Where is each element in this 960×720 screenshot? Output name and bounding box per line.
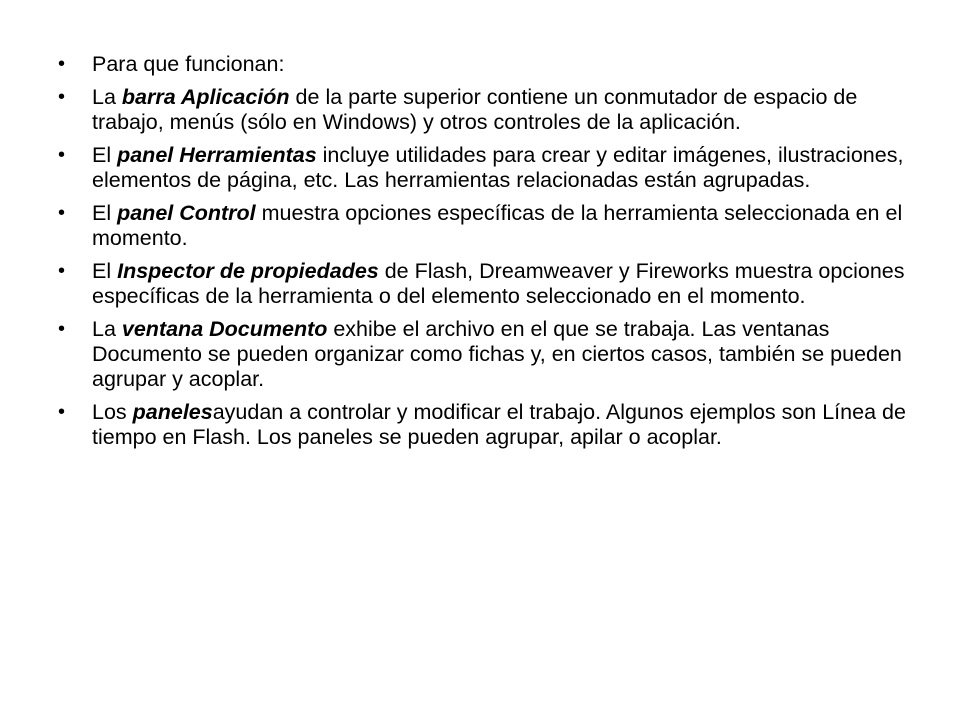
text-run: Los (92, 400, 133, 424)
bullet-dot-icon: • (58, 260, 66, 282)
text-run: La (92, 317, 122, 341)
text-run: Para que funcionan: (92, 52, 285, 76)
text-run: La (92, 85, 122, 109)
bullet-text (92, 317, 902, 391)
text-run: ayudan a controlar y modificar el trabajo. Algunos ejemplos son Línea de tiempo en Flash. Los paneles se pueden agrupar, apilar o acoplar. (92, 400, 906, 449)
bullet-text (92, 201, 902, 250)
bullet-dot-icon: • (58, 86, 66, 108)
bullet-text (92, 259, 905, 308)
emphasis-term: ventana Documento (121, 317, 328, 341)
bullet-dot-icon: • (58, 144, 66, 166)
bullet-dot-icon: • (58, 401, 66, 423)
emphasis-term: paneles (132, 400, 213, 424)
text-run: de Flash, Dreamweaver y Fireworks muestra opciones específicas de la herramienta o del elemento seleccionado en el momento. (92, 259, 905, 308)
text-run: exhibe el archivo en el que se trabaja. Las ventanas Documento se pueden organizar como fichas y, en ciertos casos, también se pueden agrupar y acoplar. (92, 317, 902, 391)
text-run: muestra opciones específicas de la herramienta seleccionada en el momento. (92, 201, 903, 250)
text-run: de la parte superior contiene un conmutador de espacio de trabajo, menús (sólo en Windows) y otros controles de la aplicación. (92, 85, 858, 134)
text-run: El (92, 143, 118, 167)
bullet-item (58, 52, 918, 77)
bullet-item (58, 400, 918, 450)
emphasis-term: barra Aplicación (121, 85, 290, 109)
text-run: El (92, 259, 118, 283)
bullet-item (58, 317, 918, 392)
bullet-item (58, 259, 918, 309)
bullet-dot-icon: • (58, 202, 66, 224)
emphasis-term: Inspector de propiedades (117, 259, 379, 283)
bullet-item (58, 85, 918, 135)
bullet-item (58, 143, 918, 193)
emphasis-term: panel Control (117, 201, 256, 225)
bullet-text (92, 85, 857, 134)
bullet-text (92, 400, 906, 449)
bullet-item (58, 201, 918, 251)
emphasis-term: panel Herramientas (117, 143, 317, 167)
bullet-text (92, 52, 284, 76)
text-run: El (92, 201, 118, 225)
bullet-dot-icon: • (58, 53, 66, 75)
text-run: incluye utilidades para crear y editar imágenes, ilustraciones, elementos de página, etc. Las herramientas relacionadas están agrupadas. (92, 143, 904, 192)
bullet-text (92, 143, 903, 192)
bullet-list (58, 52, 918, 458)
bullet-dot-icon: • (58, 318, 66, 340)
